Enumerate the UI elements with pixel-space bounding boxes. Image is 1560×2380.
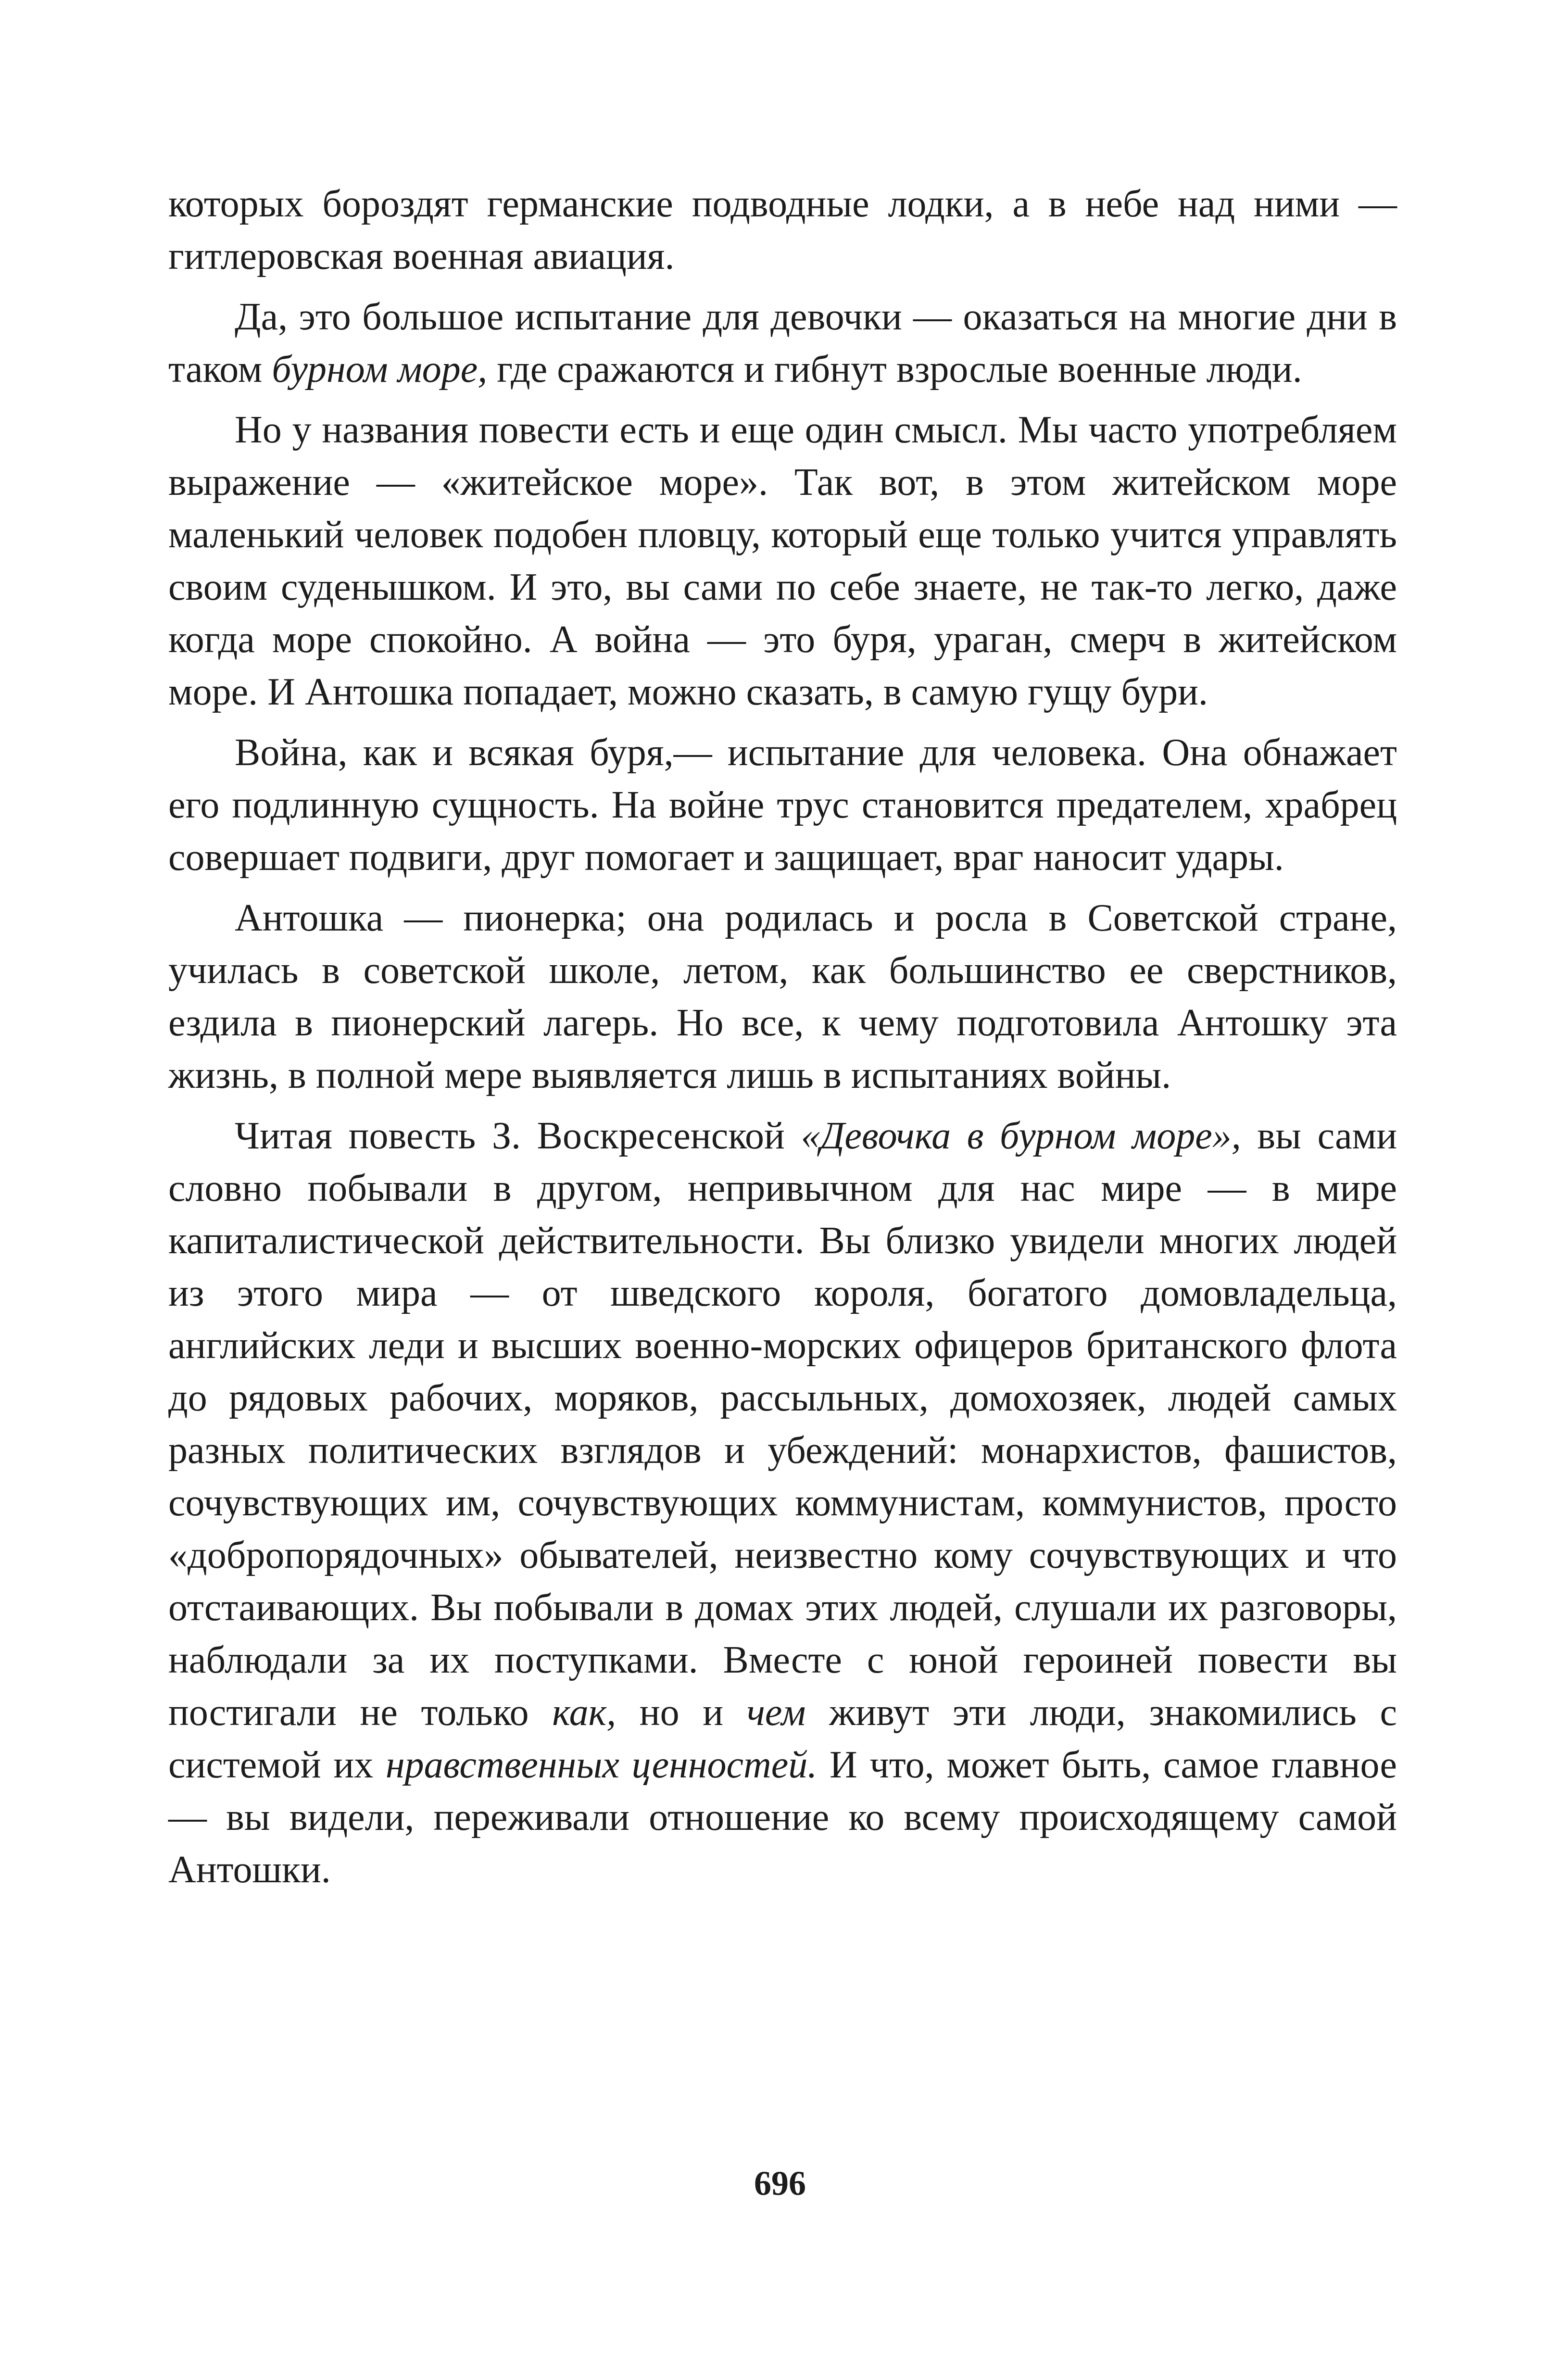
text-segment: вы сами словно побывали в другом, непривычном для нас мире — в мире капиталистической действительности. Вы близко увидели многих людей из этого мира — от шведского короля, богатого домовладельца, английских леди и высших военно-морских офицеров британского флота до рядовых рабочих, моряков, рассыльных, домохозяек, людей самых разных политических взглядов и убеждений: монархистов, фашистов, сочувствующих им, сочувствующих коммунистам, коммунистов, просто «добропорядочных» обывателей, неизвестно кому сочувствующих и что отстаивающих. Вы побывали в домах этих людей, слушали их разговоры, наблюдали за их поступками. Вместе с юной героиней повести вы постигали не только <box>168 1115 1397 1734</box>
text-segment: которых бороздят германские подводные лодки, а в небе над ними — гитлеровская военная авиация. <box>168 183 1397 277</box>
italic-text: «Девочка в бурном море», <box>801 1115 1241 1157</box>
paragraph <box>168 291 1397 396</box>
italic-text: чем <box>746 1691 806 1734</box>
text-segment: Да, это большое испытание для девочки — оказаться на многие дни в таком <box>168 296 1397 390</box>
text-segment: Читая повесть З. Воскресенской <box>235 1115 801 1157</box>
text-segment: но и <box>616 1691 747 1734</box>
paragraph <box>168 1110 1397 1896</box>
text-segment: И что, может быть, самое главное — вы видели, переживали отношение ко всему происходящему самой Антошки. <box>168 1744 1397 1891</box>
paragraph <box>168 727 1397 884</box>
page-number: 696 <box>754 2164 806 2203</box>
text-segment: Война, как и всякая буря,— испытание для человека. Она обнажает его подлинную сущность. На войне трус становится предателем, храбрец совершает подвиги, друг помогает и защищает, враг наносит удары. <box>168 731 1397 879</box>
italic-text: бурном море, <box>272 348 488 390</box>
text-segment: Но у названия повести есть и еще один смысл. Мы часто употребляем выражение — «житейское море». Так вот, в этом житейском море маленький человек подобен пловцу, который еще только учится управлять своим суденышком. И это, вы сами по себе знаете, не так-то легко, даже когда море спокойно. А война — это буря, ураган, смерч в житейском море. И Антошка попадает, можно сказать, в самую гущу бури. <box>168 409 1397 713</box>
text-segment: где сражаются и гибнут взрослые военные люди. <box>487 348 1302 390</box>
text-segment: Антошка — пионерка; она родилась и росла в Советской стране, училась в советской школе, летом, как большинство ее сверстников, ездила в пионерский лагерь. Но все, к чему подготовила Антошку эта жизнь, в полной мере выявляется лишь в испытаниях войны. <box>168 897 1397 1096</box>
text-segment: живут эти люди, знакомились с системой их <box>168 1691 1397 1786</box>
paragraph <box>168 404 1397 718</box>
italic-text: как, <box>552 1691 616 1734</box>
italic-text: нравственных ценностей. <box>385 1744 818 1786</box>
page-body <box>168 178 1397 1896</box>
paragraph <box>168 892 1397 1102</box>
paragraph <box>168 178 1397 283</box>
